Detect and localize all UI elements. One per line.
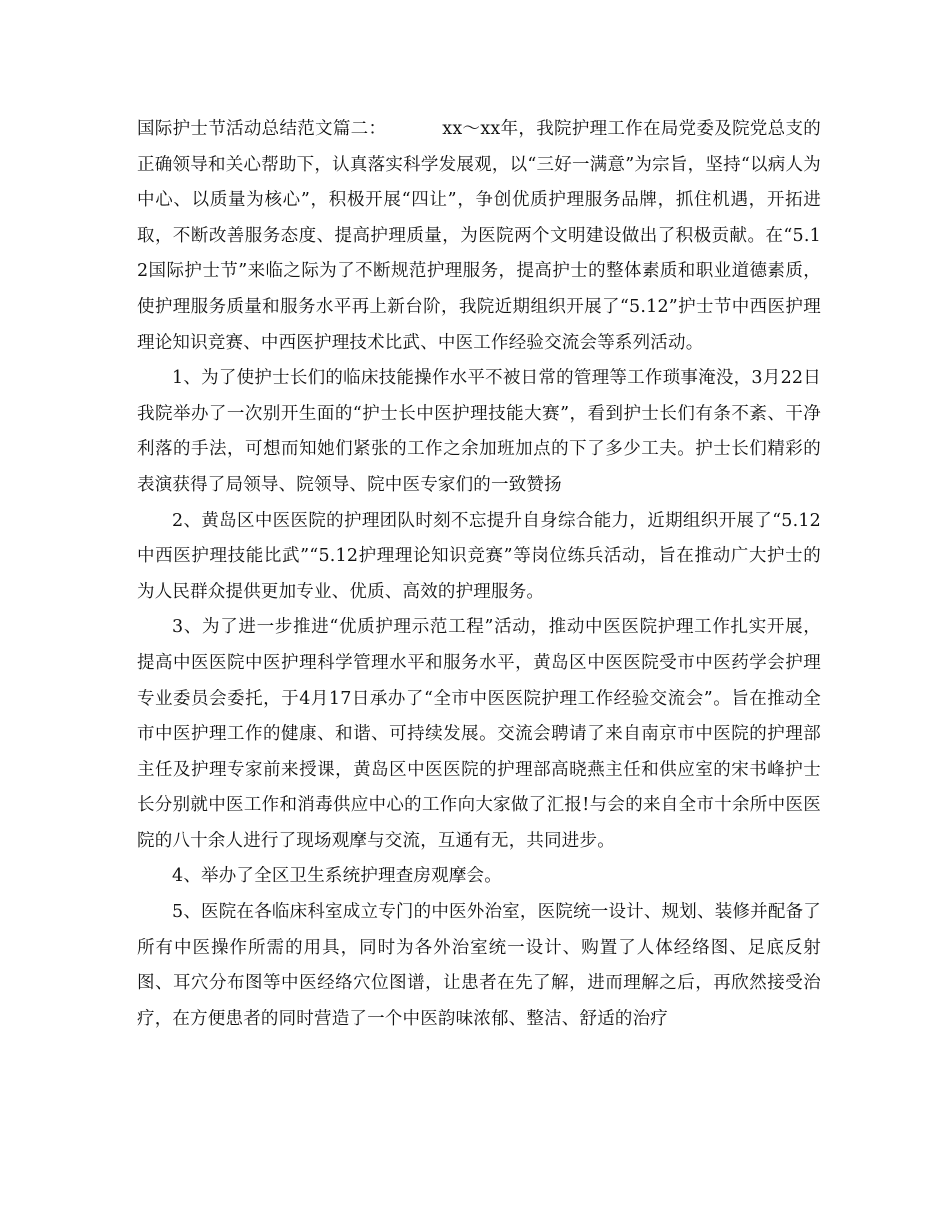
- paragraph-2: 2、黄岛区中医医院的护理团队时刻不忘提升自身综合能力，近期组织开展了“5.12中西医护理技能比武”“5.12护理理论知识竞赛”等岗位练兵活动，旨在推动广大护士的为人民群众提供更加专业、优质、高效的护理服务。: [137, 510, 821, 602]
- intro-title: 国际护士节活动总结范文篇二：: [137, 119, 387, 139]
- paragraph-1: 1、为了使护士长们的临床技能操作水平不被日常的管理等工作琐事淹没，3月22日我院举办了一次别开生面的“护士长中医护理技能大赛”，看到护士长们有条不紊、干净利落的手法，可想而知她们紧张的工作之余加班加点的下了多少工夫。护士长们精彩的表演获得了局领导、院领导、院中医专家们的一致赞扬: [137, 368, 821, 495]
- intro-paragraph: [137, 112, 821, 361]
- intro-text: xx～xx年，我院护理工作在局党委及院党总支的正确领导和关心帮助下，认真落实科学发展观，以“三好一满意”为宗旨，坚持“以病人为中心、以质量为核心”，积极开展“四让”，争创优质护理服务品牌，抓住机遇，开拓进取，不断改善服务态度、提高护理质量，为医院两个文明建设做出了积极贡献。在“5.12国际护士节”来临之际为了不断规范护理服务，提高护士的整体素质和职业道德素质，使护理服务质量和服务水平再上新台阶，我院近期组织开展了“5.12”护士节中西医护理理论知识竞赛、中西医护理技术比武、中医工作经验交流会等系列活动。: [137, 119, 821, 353]
- paragraph-3: 3、为了进一步推进“优质护理示范工程”活动，推动中医医院护理工作扎实开展，提高中医医院中医护理科学管理水平和服务水平，黄岛区中医医院受市中医药学会护理专业委员会委托，于4月17日承办了“全市中医医院护理工作经验交流会”。旨在推动全市中医护理工作的健康、和谐、可持续发展。交流会聘请了来自南京市中医院的护理部主任及护理专家前来授课，黄岛区中医医院的护理部高晓燕主任和供应室的宋书峰护士长分别就中医工作和消毒供应中心的工作向大家做了汇报!与会的来自全市十余所中医医院的八十余人进行了现场观摩与交流，互通有无，共同进步。: [137, 617, 821, 851]
- paragraph-5: 5、医院在各临床科室成立专门的中医外治室，医院统一设计、规划、装修并配备了所有中医操作所需的用具，同时为各外治室统一设计、购置了人体经络图、足底反射图、耳穴分布图等中医经络穴位图谱，让患者在先了解，进而理解之后，再欣然接受治疗，在方便患者的同时营造了一个中医韵味浓郁、整洁、舒适的治疗: [137, 902, 821, 1029]
- document-page: [137, 112, 821, 1037]
- paragraph-4: 4、举办了全区卫生系统护理查房观摩会。: [172, 866, 502, 887]
